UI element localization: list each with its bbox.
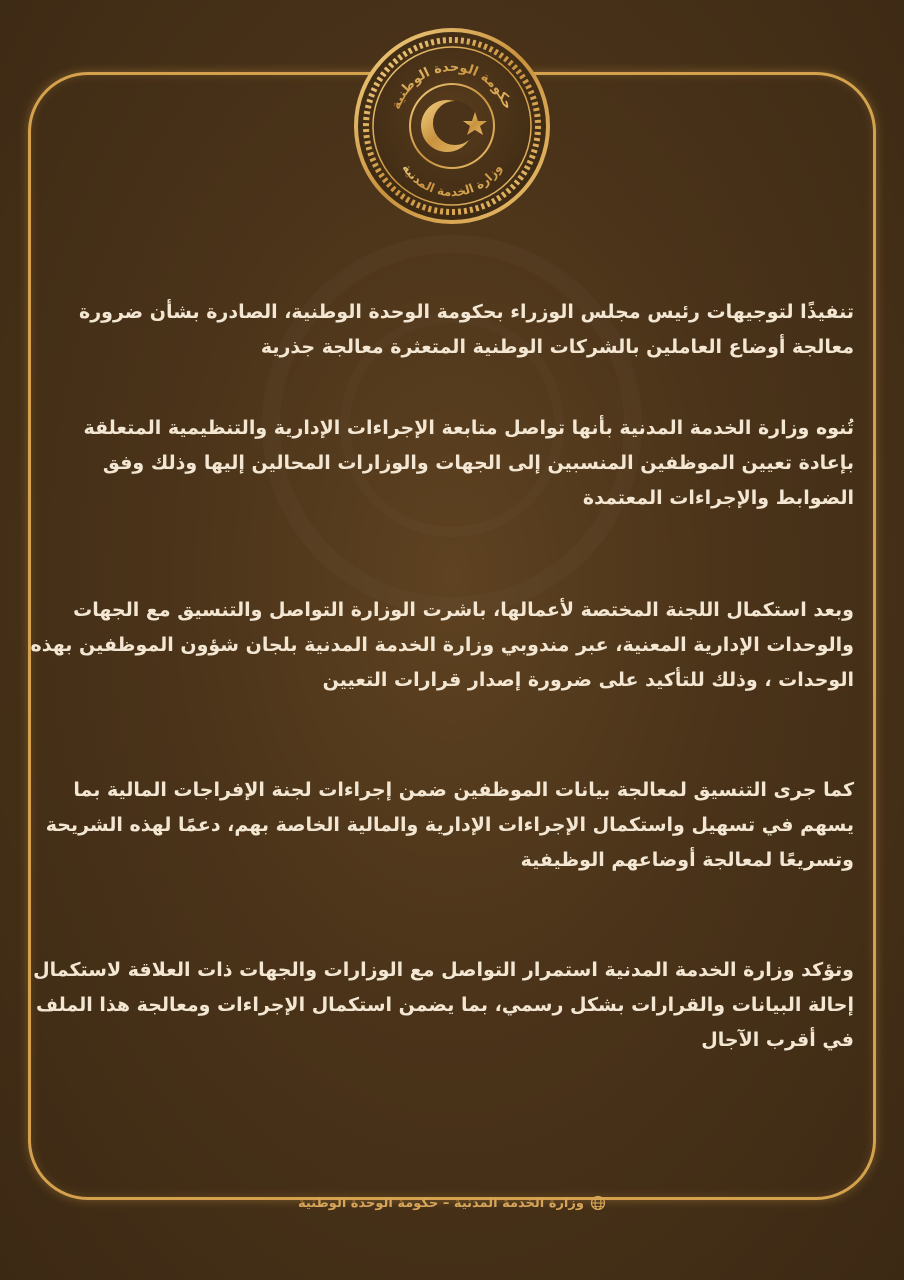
paragraph-4: كما جرى التنسيق لمعالجة بيانات الموظفين ضمن إجراءات لجنة الإفراجات المالية بما يسهم في تسهيل واستكمال الإجراءات الإدارية والمالية الخاصة بهم، دعمًا لهذه الشريحة وتسريعًا لمعالجة أوضاعهم الوظيفية [45, 779, 854, 871]
footer-text: وزارة الخدمة المدنية – حكومة الوحدة الوطنية [298, 1195, 584, 1211]
paragraph-2: تُنوه وزارة الخدمة المدنية بأنها تواصل متابعة الإجراءات الإدارية والتنظيمية المتعلقة بإعادة تعيين الموظفين المنسبين إلى الجهات والوزارات المحالين إليها وذلك وفق الضوابط والإجراءات المعتمدة [83, 417, 854, 509]
footer [0, 1188, 904, 1218]
ministry-seal-logo [352, 26, 552, 226]
paragraph-3: وبعد استكمال اللجنة المختصة لأعمالها، باشرت الوزارة التواصل والتنسيق مع الجهات والوحدات الإدارية المعنية، عبر مندوبي وزارة الخدمة المدنية بلجان شؤون الموظفين بهذه الوحدات ، وذلك للتأكيد على ضرورة إصدار قرارات التعيين [30, 599, 854, 691]
globe-icon [590, 1195, 606, 1211]
paragraph-5: وتؤكد وزارة الخدمة المدنية استمرار التواصل مع الوزارات والجهات ذات العلاقة لاستكمال إحالة البيانات والقرارات بشكل رسمي، بما يضمن استكمال الإجراءات ومعالجة هذا الملف في أقرب الآجال [33, 959, 854, 1051]
paragraph-1: تنفيذًا لتوجيهات رئيس مجلس الوزراء بحكومة الوحدة الوطنية، الصادرة بشأن ضرورة معالجة أوضاع العاملين بالشركات الوطنية المتعثرة معالجة جذرية [79, 301, 854, 358]
svg-text:وزارة الخدمة المدنية: وزارة الخدمة المدنية [399, 161, 505, 200]
svg-text:حكومة الوحدة الوطنية: حكومة الوحدة الوطنية [388, 59, 516, 112]
